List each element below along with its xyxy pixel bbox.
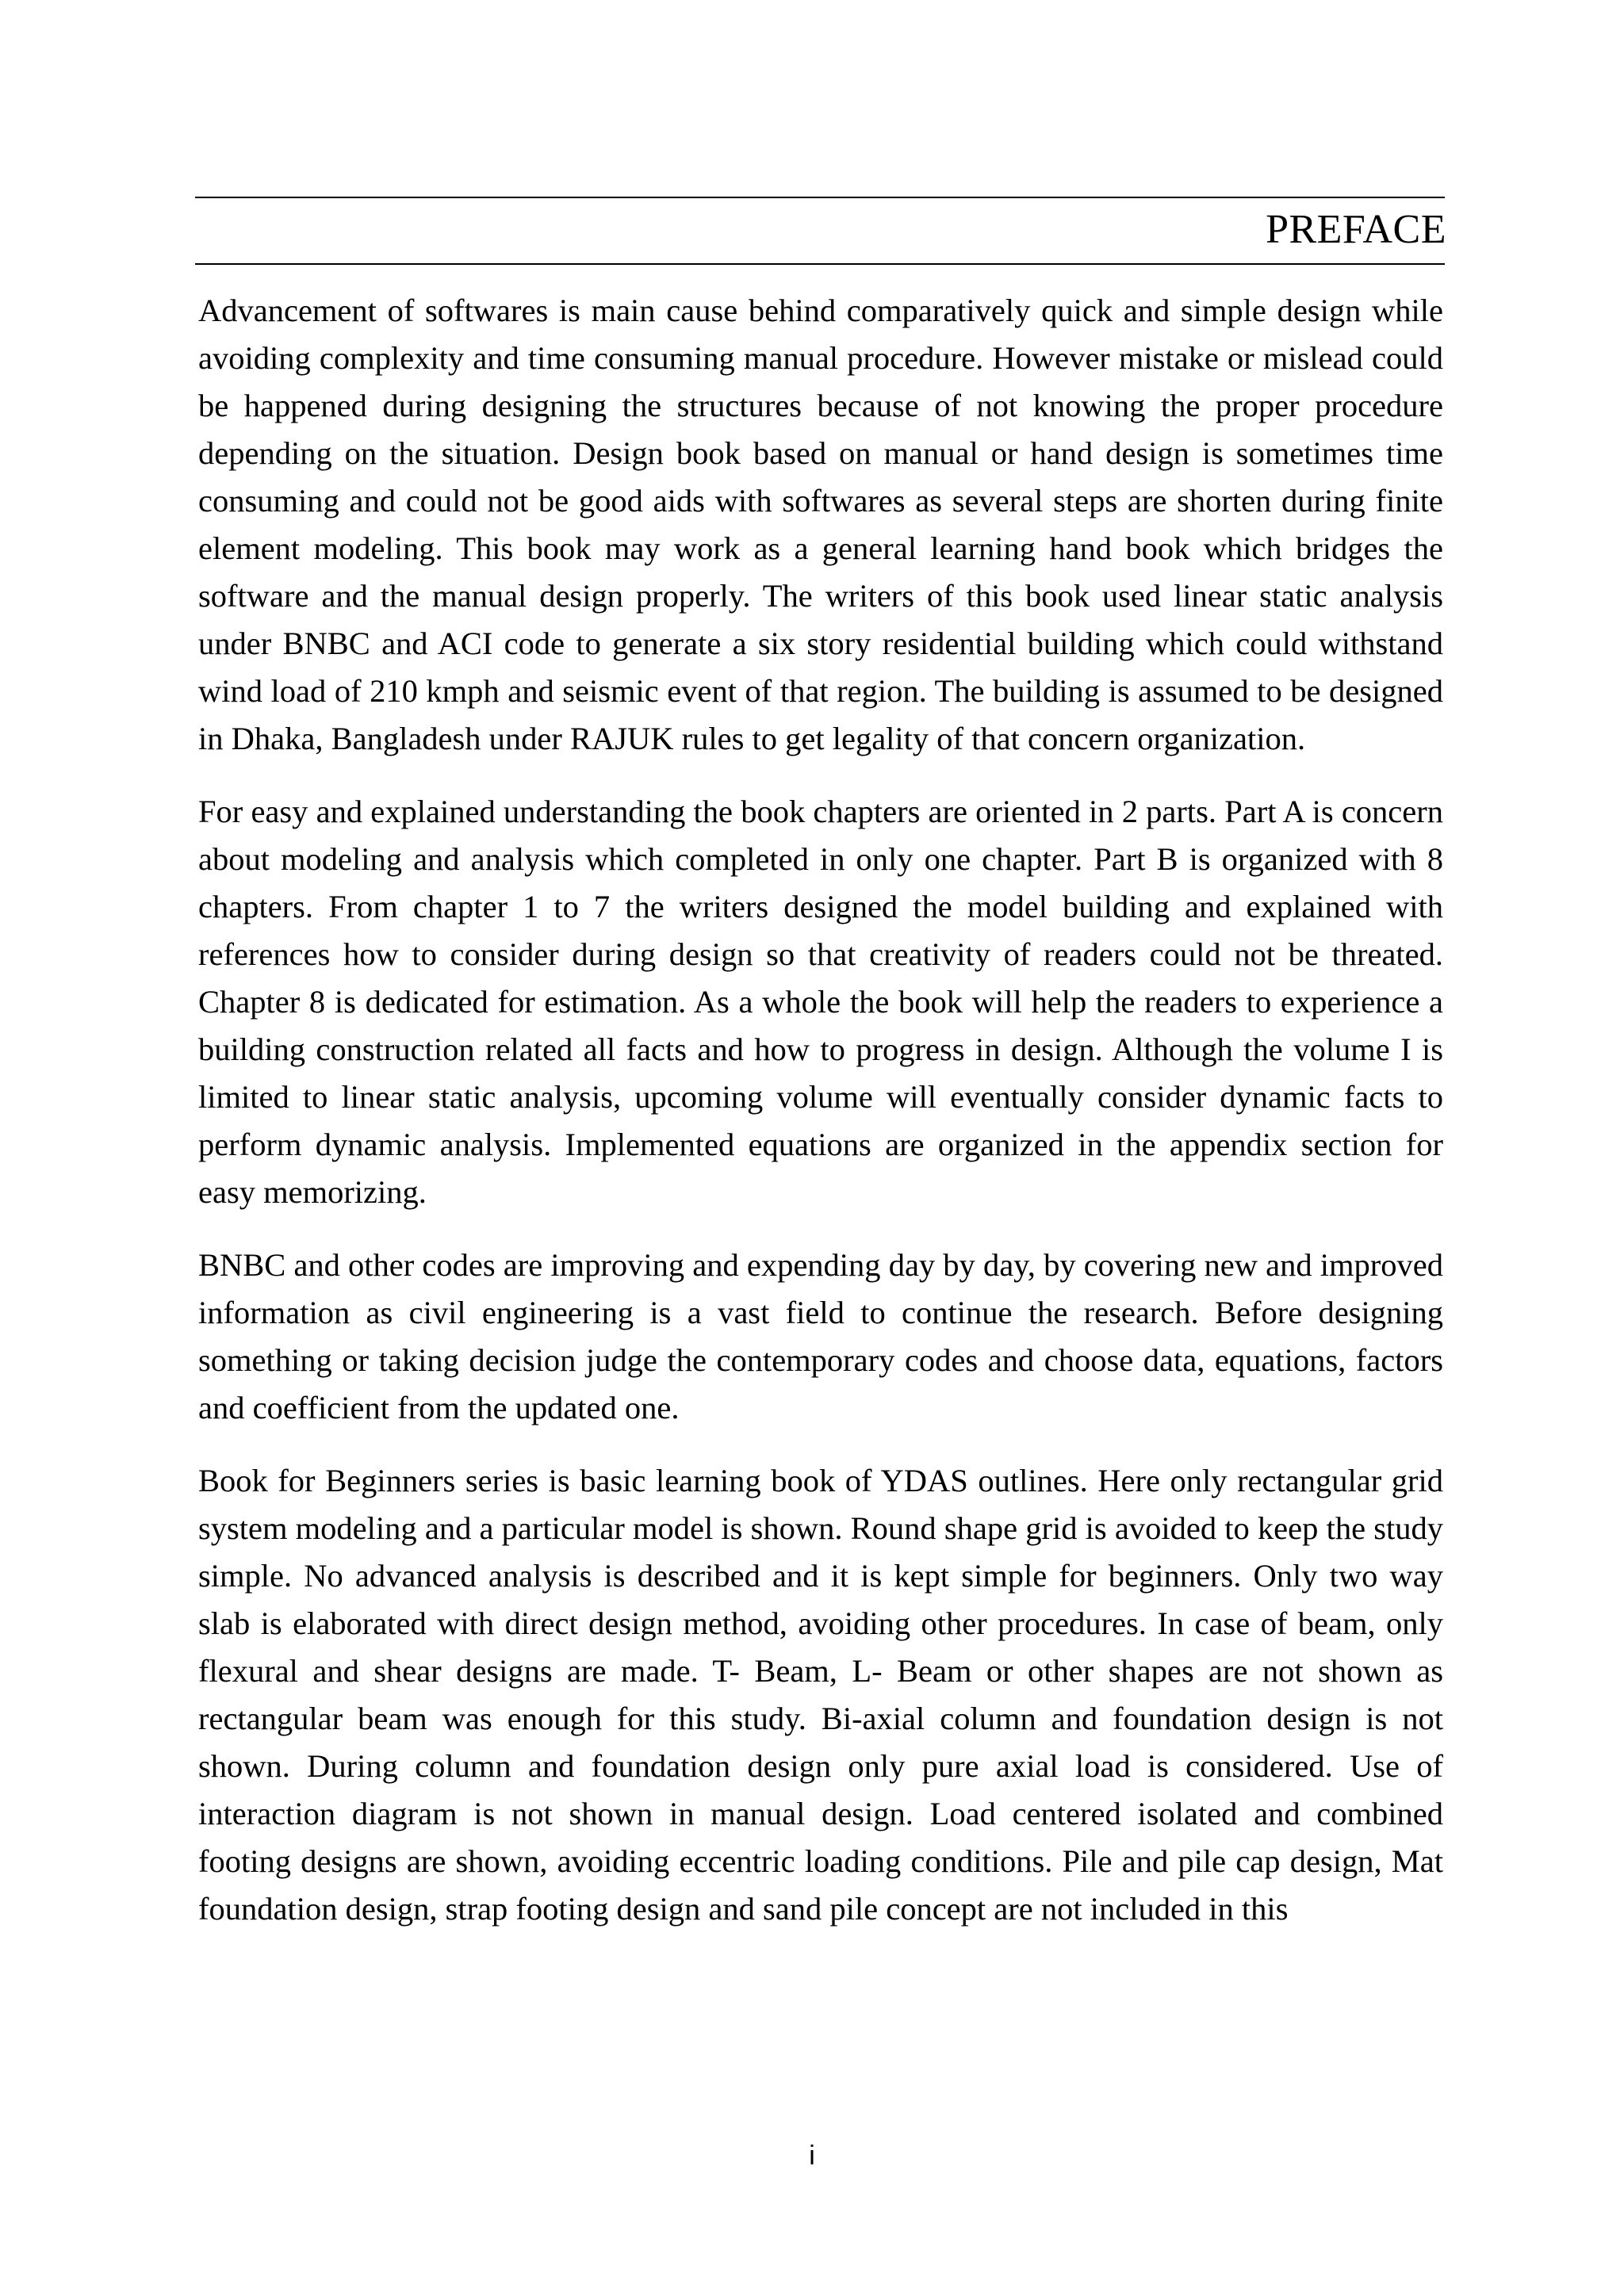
heading-bottom-rule: [195, 263, 1445, 265]
page-title: PREFACE: [1266, 207, 1446, 252]
paragraph-3: BNBC and other codes are improving and expending day by day, by covering new and improved information as civil engineering is a vast field to continue the research. Before designing something or taking decision judge the contemporary codes and choose data, equations, factors and coefficient from the updated one.: [198, 1247, 1443, 1425]
paragraph-4: Book for Beginners series is basic learning book of YDAS outlines. Here only rectangular grid system modeling and a particular model is shown. Round shape grid is avoided to keep the study simple. No advanced analysis is described and it is kept simple for beginners. Only two way slab is elaborated with direct design method, avoiding other procedures. In case of beam, only flexural and shear designs are made. T- Beam, L- Beam or other shapes are not shown as rectangular beam was enough for this study. Bi-axial column and foundation design is not shown. During column and foundation design only pure axial load is considered. Use of interaction diagram is not shown in manual design. Load centered isolated and combined footing designs are shown, avoiding eccentric loading conditions. Pile and pile cap design, Mat foundation design, strap footing design and sand pile concept are not included in this: [198, 1463, 1443, 1927]
paragraph-1: Advancement of softwares is main cause behind comparatively quick and simple design while avoiding complexity and time consuming manual procedure. However mistake or mislead could be happened during designing the structures because of not knowing the proper procedure depending on the situation. Design book based on manual or hand design is sometimes time consuming and could not be good aids with softwares as several steps are shorten during finite element modeling. This book may work as a general learning hand book which bridges the software and the manual design properly. The writers of this book used linear static analysis under BNBC and ACI code to generate a six story residential building which could withstand wind load of 210 kmph and seismic event of that region. The building is assumed to be designed in Dhaka, Bangladesh under RAJUK rules to get legality of that concern organization.: [198, 293, 1443, 756]
heading-top-rule: [195, 197, 1445, 198]
preface-body: [198, 287, 1443, 1958]
page-number: i: [809, 2141, 815, 2171]
paragraph-2: For easy and explained understanding the book chapters are oriented in 2 parts. Part A is concern about modeling and analysis which completed in only one chapter. Part B is organized with 8 chapters. From chapter 1 to 7 the writers designed the model building and explained with references how to consider during design so that creativity of readers could not be threated. Chapter 8 is dedicated for estimation. As a whole the book will help the readers to experience a building construction related all facts and how to progress in design. Although the volume I is limited to linear static analysis, upcoming volume will eventually consider dynamic facts to perform dynamic analysis. Implemented equations are organized in the appendix section for easy memorizing.: [198, 794, 1443, 1210]
